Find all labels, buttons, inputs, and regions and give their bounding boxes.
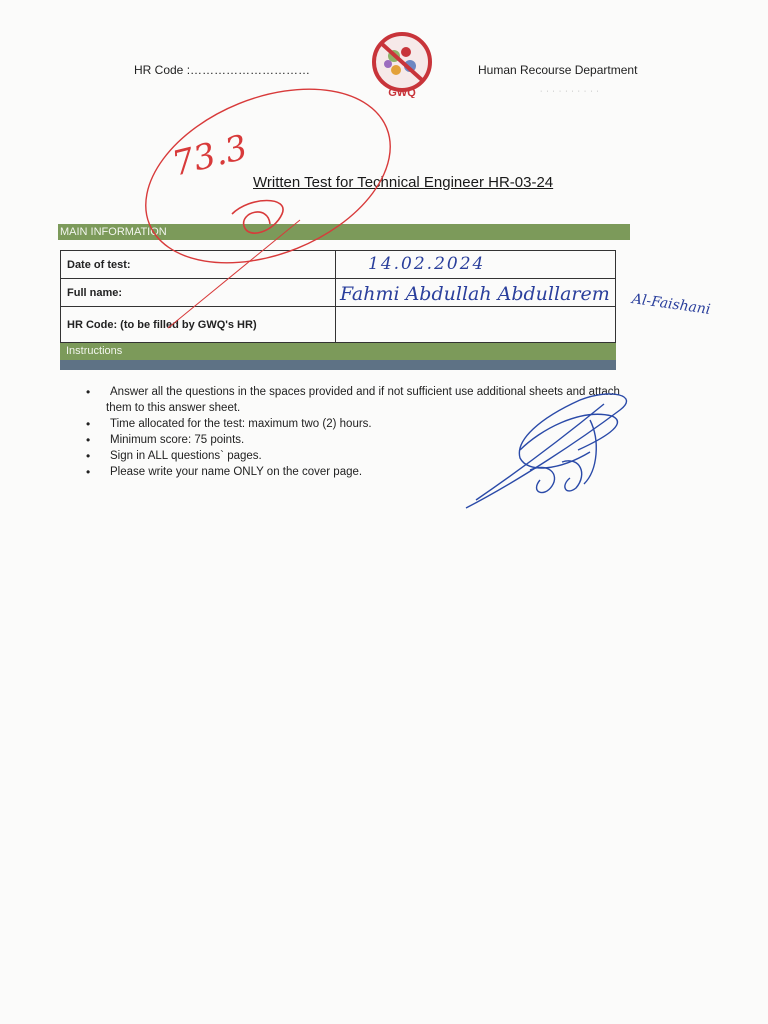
department-name: Human Recourse Department — [478, 63, 638, 77]
svg-text:GWQ: GWQ — [388, 87, 416, 98]
instructions-bar: Instructions — [60, 343, 616, 360]
list-item: • Time allocated for the test: maximum two (2) hours. — [86, 416, 686, 432]
grade-stroke — [168, 220, 300, 328]
list-item: • Answer all the questions in the spaces provided and if not sufficient use additional sheets and attach them to this answer sheet. — [86, 384, 686, 416]
grade-scribble — [232, 201, 283, 234]
handwritten-name-tail: Al-Faishani — [630, 291, 712, 318]
handwritten-name: Fahmi Abdullah Abdullarem — [340, 283, 610, 305]
handwritten-date: 14.02.2024 — [368, 254, 486, 274]
list-item: • Sign in ALL questions` pages. — [86, 448, 686, 464]
header-hr-code: HR Code :………………………… — [134, 63, 311, 77]
department-subtext: · · · · · · · · · · — [540, 88, 600, 95]
full-name-label: Full name: — [61, 279, 336, 307]
list-item: • Please write your name ONLY on the cover page. — [86, 464, 686, 480]
grade-annotation: 73.3 — [168, 127, 252, 185]
main-information-bar: MAIN INFORMATION — [58, 224, 630, 240]
list-item: • Minimum score: 75 points. — [86, 432, 686, 448]
signature-scribble — [466, 394, 626, 508]
hr-code-label: HR Code: (to be filled by GWQ's HR) — [61, 307, 336, 343]
grade-circle — [120, 56, 416, 297]
page-title: Written Test for Technical Engineer HR-03-24 — [253, 174, 554, 191]
date-of-test-label: Date of test: — [61, 251, 336, 279]
